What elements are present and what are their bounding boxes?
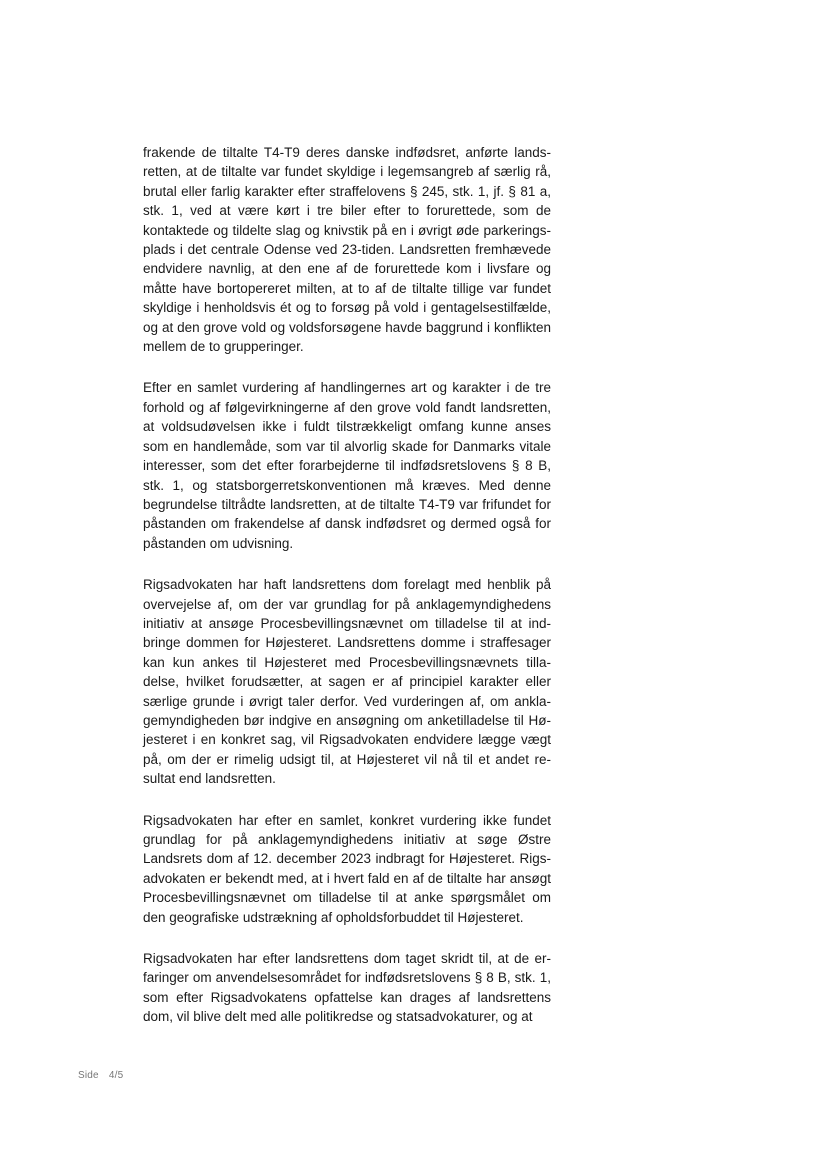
page-number: 4/5	[108, 1070, 124, 1081]
paragraph-1: frakende de tiltalte T4-T9 deres danske indfødsret, anførte landsretten, at de tiltalte var fundet skyldige i legemsangreb af særlig rå, brutal eller farlig karakter efter straffelovens § 245, stk. 1, jf. § 81 a, stk. 1, ved at være kørt i tre biler efter to forurettede, som de kontaktede og tildelte slag og knivstik på en i øvrigt øde parkeringsplads i det centrale Odense ved 23-tiden. Landsretten fremhævede endvidere navnlig, at den ene af de forurettede kom i livsfare og måtte have bortopereret milten, at to af de tiltalte tillige var fundet skyldige i henholdsvis ét og to forsøg på vold i gentagelsestilfælde, og at den grove vold og voldsforsøgene havde baggrund i konflikten mellem de to grupperinger.	[143, 145, 551, 355]
footer-label: Side	[78, 1070, 99, 1081]
paragraph-3: Rigsadvokaten har haft landsrettens dom forelagt med henblik på overvejelse af, om der var grundlag for på anklagemyndighedens initiativ at ansøge Procesbevillingsnævnet om tilladelse til at indbringe dommen for Højesteret. Landsrettens domme i straffesager kan kun ankes til Højesteret med Procesbevillingsnævnets tilladelse, hvilket forudsætter, at sagen er af principiel karakter eller særlige grunde i øvrigt taler derfor. Ved vurderingen af, om anklagemyndigheden bør indgive en ansøgning om anketilladelse til Højesteret i en konkret sag, vil Rigsadvokaten endvidere lægge vægt på, om der er rimelig udsigt til, at Højesteret vil nå til et andet resultat end landsretten.	[143, 577, 551, 787]
paragraph-4: Rigsadvokaten har efter en samlet, konkret vurdering ikke fundet grundlag for på anklagemyndighedens initiativ at søge Østre Landsrets dom af 12. december 2023 indbragt for Højesteret. Rigsadvokaten er bekendt med, at i hvert fald en af de tiltalte har ansøgt Procesbevillingsnævnet om tilladelse til at anke spørgsmålet om den geografiske udstrækning af opholdsforbuddet til Højesteret.	[143, 812, 551, 925]
page-footer	[78, 1070, 123, 1081]
paragraph-5: Rigsadvokaten har efter landsrettens dom taget skridt til, at de erfaringer om anvendelsesområdet for indfødsretslovens § 8 B, stk. 1, som efter Rigsadvokatens opfattelse kan drages af landsrettens dom, vil blive delt med alle politikredse og statsadvokaturer, og at	[143, 951, 551, 1025]
body-text	[143, 143, 551, 1049]
paragraph-2: Efter en samlet vurdering af handlingernes art og karakter i de tre forhold og af følgevirkningerne af den grove vold fandt landsretten, at voldsudøvelsen ikke i fuldt tilstrækkeligt omfang kunne anses som en handlemåde, som var til alvorlig skade for Danmarks vitale interesser, som det efter forarbejderne til indfødsretslovens § 8 B, stk. 1, og statsborgerretskonventionen må kræves. Med denne begrundelse tiltrådte landsretten, at de tiltalte T4-T9 var frifundet for påstanden om frakendelse af dansk indfødsret og dermed også for påstanden om udvisning.	[143, 380, 551, 551]
